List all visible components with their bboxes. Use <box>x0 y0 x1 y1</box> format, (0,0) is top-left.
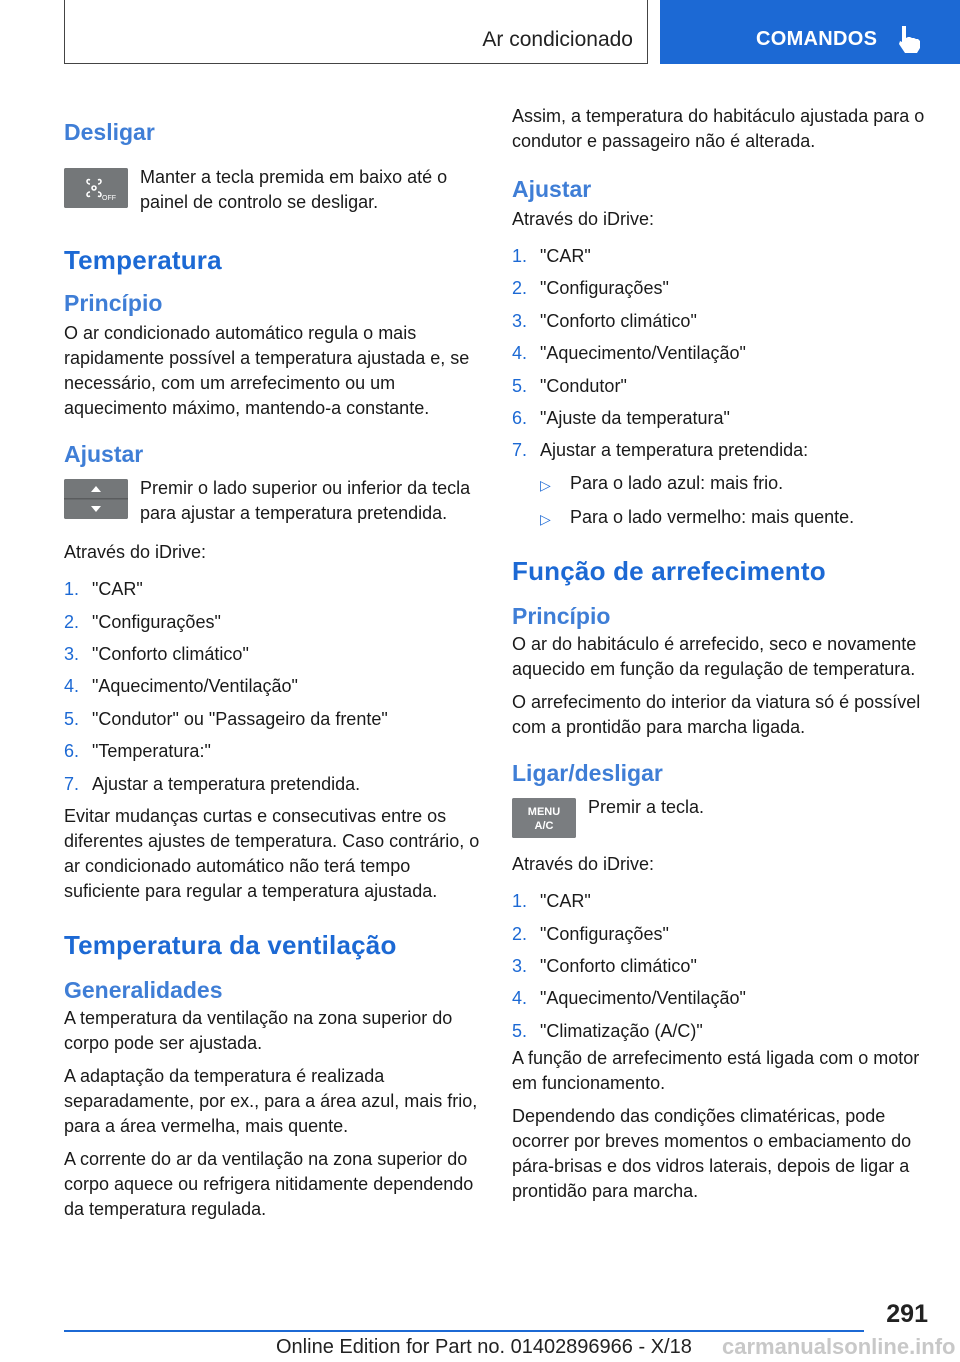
heading-desligar: Desligar <box>64 119 155 146</box>
list-item: ▷ Para o lado vermelho: mais quente. <box>540 505 930 532</box>
steps-list-left <box>64 577 480 796</box>
generalidades-p2: A adaptação da temperatura é realizada separadamente, por ex., para a área azul, mais frio, para a área vermelha, mais quente. <box>64 1065 478 1136</box>
right-column <box>512 100 930 1204</box>
idrive-intro-right2: Através do iDrive: <box>512 854 655 875</box>
func-p2: Dependendo das condições climatéricas, pode ocorrer por breves momentos o embaciamento do pára-brisas e dos vidros laterais, depois de ligar a prontidão para marcha. <box>512 1105 912 1201</box>
svg-text:A/C: A/C <box>534 820 554 833</box>
heading-ligar-desligar: Ligar/desligar <box>512 760 663 787</box>
generalidades-p1: A temperatura da ventilação na zona superior do corpo pode ser ajustada. <box>64 1007 453 1053</box>
list-item: 2. "Configurações" <box>64 611 221 632</box>
section-title: Ar condicionado <box>482 28 633 51</box>
list-item: 5. "Condutor" <box>512 375 627 396</box>
list-item: 3. "Conforto climático" <box>512 310 697 331</box>
list-item: 4. "Aquecimento/Ventilação" <box>512 988 746 1009</box>
page-number: 291 <box>886 1300 928 1328</box>
edition-text: Online Edition for Part no. 01402896966 - X/18 <box>276 1336 692 1358</box>
ajustar-paragraph <box>64 476 480 526</box>
list-item: 2. "Configurações" <box>512 923 669 944</box>
heading-arrefecimento: Função de arrefecimento <box>512 556 826 587</box>
chapter-tab-label: COMANDOS <box>756 28 878 50</box>
right-intro-text: Assim, a temperatura do habitáculo ajustada para o condutor e passageiro não é alterada. <box>512 106 925 151</box>
menu-ac-key-icon <box>512 798 576 838</box>
watermark: carmanualsonline.info <box>722 1334 956 1359</box>
heading-ajustar-right: Ajustar <box>512 176 592 202</box>
svg-text:MENU: MENU <box>527 806 561 819</box>
list-item: 4. "Aquecimento/Ventilação" <box>512 343 746 364</box>
evitar-text: Evitar mudanças curtas e consecutivas entre os diferentes ajustes de temperatura. Caso contrário, o ar condicionado automático não terá tempo suficiente para regular a temperatura ajustada. <box>64 805 480 901</box>
list-item: 2. "Configurações" <box>512 278 669 299</box>
list-item: ▷ Para o lado azul: mais frio. <box>540 471 930 498</box>
substeps-list <box>512 471 930 532</box>
footer-divider <box>64 1330 864 1332</box>
list-item: 6. "Ajuste da temperatura" <box>512 407 730 428</box>
list-item: 3. "Conforto climático" <box>512 955 697 976</box>
heading-principio-right: Princípio <box>512 603 611 630</box>
list-item: 5. "Condutor" ou "Passageiro da frente" <box>64 708 388 729</box>
list-item: 3. "Conforto climático" <box>64 643 249 664</box>
principio-right-p2: O arrefecimento do interior da viatura só é possível com a prontidão para marcha ligada. <box>512 692 921 738</box>
desligar-text: Manter a tecla premida em baixo até o painel de controlo se desligar. <box>140 167 448 213</box>
idrive-intro-left: Através do iDrive: <box>64 542 207 563</box>
pointing-hand-icon <box>896 24 924 54</box>
triangle-bullet-icon: ▷ <box>540 511 551 528</box>
list-item: 4. "Aquecimento/Ventilação" <box>64 676 298 697</box>
heading-generalidades: Generalidades <box>64 976 223 1003</box>
up-down-key-icon <box>64 479 128 519</box>
header-box <box>64 0 648 64</box>
idrive-intro-right: Através do iDrive: <box>512 209 655 229</box>
heading-temperatura: Temperatura <box>64 245 222 276</box>
heading-ventilacao: Temperatura da ventilação <box>64 929 397 960</box>
list-item: 1. "CAR" <box>64 579 143 600</box>
triangle-bullet-icon: ▷ <box>540 476 551 493</box>
list-item: 7. Ajustar a temperatura pretendida. <box>64 773 361 794</box>
list-item: 1. "CAR" <box>512 246 591 266</box>
ligar-text: Premir a tecla. <box>588 797 705 818</box>
principio-text: O ar condicionado automático regula o mais rapidamente possível a temperatura ajustada e, se necessário, com um arrefecimento ou um aquecimento máximo, mantendo-a constante. <box>64 323 470 419</box>
left-column <box>64 100 480 1222</box>
steps-list-right2 <box>512 889 930 1044</box>
list-item: 5. "Climatização (A/C)" <box>512 1020 703 1041</box>
chapter-tab <box>660 0 960 64</box>
list-item: 7. Ajustar a temperatura pretendida: <box>512 440 809 461</box>
list-item: 1. "CAR" <box>512 891 591 912</box>
ligar-paragraph <box>512 795 930 842</box>
principio-right-p1: O ar do habitáculo é arrefecido, seco e novamente aquecido em função da regulação de temperatura. <box>512 634 917 680</box>
generalidades-p3: A corrente do ar da ventilação na zona superior do corpo aquece ou refrigera nitidamente dependendo da temperatura regulada. <box>64 1148 474 1219</box>
desligar-paragraph <box>64 165 480 215</box>
heading-ajustar: Ajustar <box>64 441 144 468</box>
list-item: 6. "Temperatura:" <box>64 741 211 762</box>
fan-off-key-icon <box>64 168 128 208</box>
ajustar-text: Premir o lado superior ou inferior da tecla para ajustar a temperatura pretendida. <box>140 478 471 524</box>
svg-text:OFF: OFF <box>102 195 116 203</box>
func-p1: A função de arrefecimento está ligada com o motor em funcionamento. <box>512 1047 920 1093</box>
steps-list-right <box>512 244 930 463</box>
heading-principio: Princípio <box>64 290 163 317</box>
